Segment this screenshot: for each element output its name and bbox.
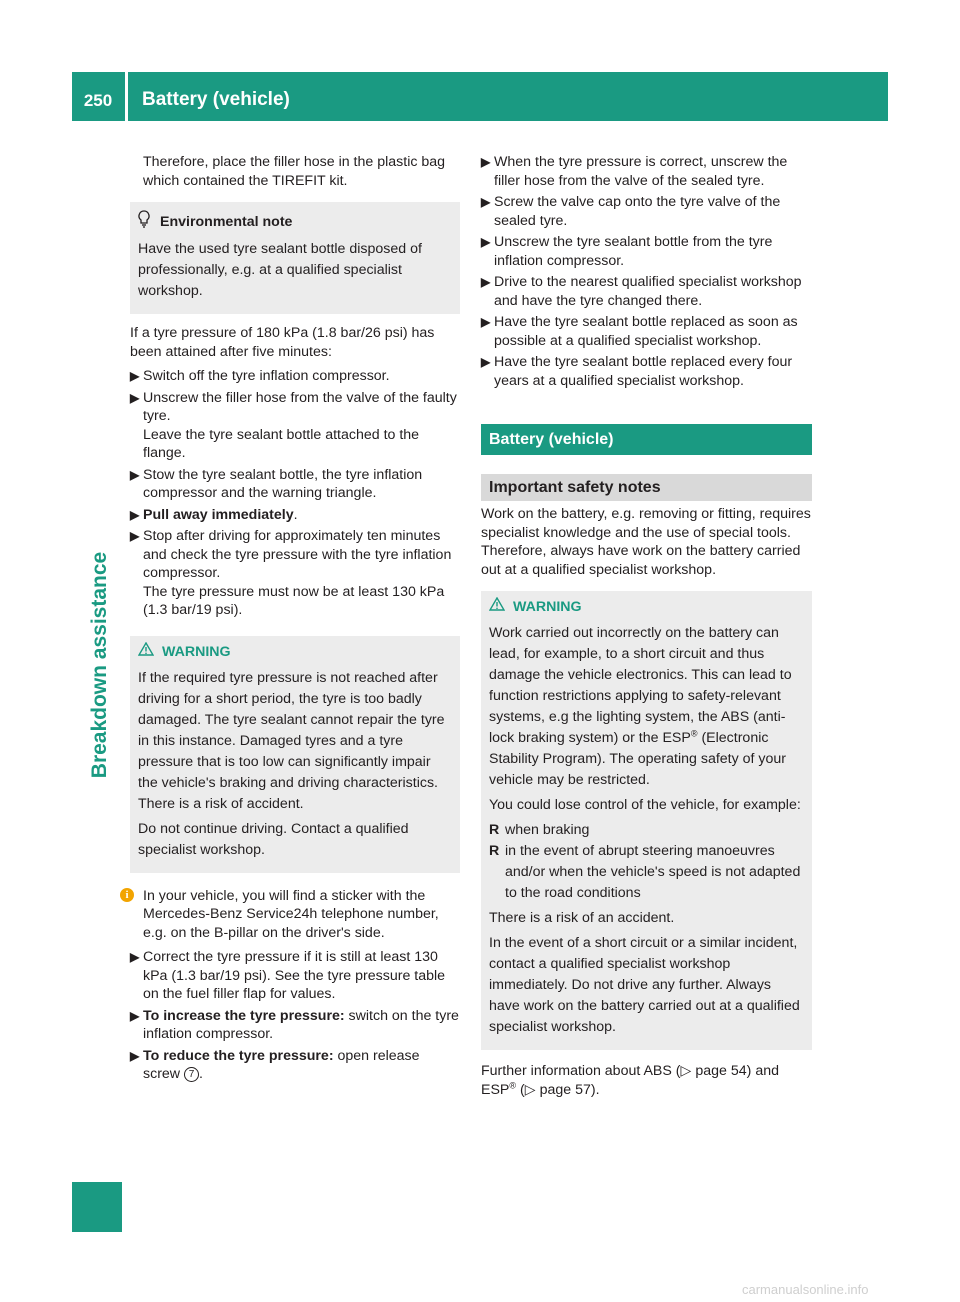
- step-arrow-icon: [481, 153, 490, 172]
- warning-triangle-icon: [489, 597, 505, 618]
- step-reduce-pressure: ▶ To reduce the tyre pressure: open release screw 7 .: [130, 1047, 460, 1084]
- header-divider: [125, 72, 128, 121]
- intro-continued: Therefore, place the filler hose in the plastic bag which contained the TIREFIT kit.: [143, 154, 446, 189]
- page-title: Battery (vehicle): [142, 89, 290, 110]
- warning-text-2: You could lose control of the vehicle, for example:: [489, 797, 801, 813]
- step-arrow-icon: [130, 1007, 139, 1026]
- step-arrow-icon: [130, 466, 139, 485]
- step-stop: ▶ Stop after driving for approximately ten minutes and check the tyre pressure with the tyre inflation compressor. The tyre pressure must now be at least 130 kPa (1.3 bar/19 psi).: [130, 527, 460, 620]
- page-ref-arrow-icon: ▷: [680, 1063, 692, 1079]
- further-info: Further information about ABS (▷ page 54) and ESP® (▷ page 57).: [481, 1063, 780, 1098]
- step-drive-to-workshop: ▶ Drive to the nearest qualified specialist workshop and have the tyre changed there.: [481, 273, 812, 310]
- step-arrow-icon: [130, 389, 139, 408]
- environmental-note: [130, 202, 460, 314]
- step-arrow-icon: [481, 353, 490, 372]
- page-number: 250: [83, 91, 113, 110]
- sidebar-label: Breakdown assistance: [88, 551, 111, 779]
- left-column: [125, 153, 460, 1087]
- bullet-item: R when braking: [489, 822, 590, 838]
- warning-box-left: [130, 636, 460, 873]
- step-arrow-icon: [130, 367, 139, 386]
- step-replace-bottle: ▶ Have the tyre sealant bottle replaced as soon as possible at a qualified specialist workshop.: [481, 313, 812, 350]
- page-ref-arrow-icon: ▷: [524, 1081, 536, 1098]
- step-correct-pressure: ▶ Correct the tyre pressure if it is still at least 130 kPa (1.3 bar/19 psi). See the tyre pressure table on the fuel filler flap for values.: [130, 948, 460, 1004]
- subsection-title: Important safety notes: [481, 474, 812, 501]
- step-screw-valve-cap: ▶ Screw the valve cap onto the tyre valve of the sealed tyre.: [481, 193, 812, 230]
- lightbulb-icon: [138, 210, 150, 235]
- warning-box-right: [481, 591, 812, 1050]
- step-unscrew-bottle: ▶ Unscrew the tyre sealant bottle from the tyre inflation compressor.: [481, 233, 812, 270]
- step-switch-off: ▶ Switch off the tyre inflation compressor.: [130, 367, 460, 386]
- step-arrow-icon: [130, 506, 139, 525]
- info-icon: i: [120, 888, 134, 902]
- step-arrow-icon: [481, 193, 490, 212]
- pressure-paragraph: If a tyre pressure of 180 kPa (1.8 bar/26 psi) has been attained after five minutes:: [130, 325, 435, 360]
- warning-text-2: Do not continue driving. Contact a qualified specialist workshop.: [138, 820, 409, 858]
- step-stow: ▶ Stow the tyre sealant bottle, the tyre inflation compressor and the warning triangle.: [130, 466, 460, 503]
- step-arrow-icon: [130, 948, 139, 967]
- step-increase-pressure: ▶ To increase the tyre pressure: switch on the tyre inflation compressor.: [130, 1007, 460, 1044]
- step-arrow-icon: [481, 273, 490, 292]
- step-pull-away: ▶ Pull away immediately.: [130, 506, 460, 525]
- info-note: i In your vehicle, you will find a sticker with the Mercedes-Benz Service24h telephone number, e.g. on the B-pillar on the driver's side.: [130, 887, 460, 943]
- step-arrow-icon: [481, 313, 490, 332]
- step-arrow-icon: [130, 1047, 139, 1066]
- warning-text-3: There is a risk of an accident.: [489, 910, 675, 926]
- environmental-note-text: Have the used tyre sealant bottle disposed of professionally, e.g. at a qualified specialist workshop.: [138, 241, 422, 299]
- warning-text-4: In the event of a short circuit or a similar incident, contact a qualified specialist workshop immediately. Do not drive any further. Always have work on the battery carried out at a qualified specialist workshop.: [489, 935, 800, 1035]
- safety-paragraph: Work on the battery, e.g. removing or fitting, requires specialist knowledge and the use of special tools. Therefore, always have work on the battery carried out at a qualified specialist workshop.: [481, 506, 811, 578]
- step-arrow-icon: [130, 527, 139, 546]
- bullet-item: R in the event of abrupt steering manoeuvres and/or when the vehicle's speed is not adapted to the road conditions: [489, 843, 801, 901]
- sidebar-tab: [72, 1182, 122, 1232]
- step-sub-note: Leave the tyre sealant bottle attached to the flange.: [143, 426, 420, 461]
- step-unscrew-hose: ▶ Unscrew the filler hose from the valve of the faulty tyre. Leave the tyre sealant bottle attached to the flange.: [130, 389, 460, 463]
- watermark: carmanualsonline.info: [742, 1282, 869, 1297]
- warning-title: WARNING: [162, 643, 231, 660]
- warning-text: If the required tyre pressure is not reached after driving for a short period, the tyre is too badly damaged. The tyre sealant cannot repair the tyre in this instance. Damaged tyres and a tyre pressure that is too low can significantly impair the vehicle's braking and driving characteristics. There is a risk of accident.: [138, 669, 445, 812]
- environmental-note-title: Environmental note: [160, 214, 293, 230]
- warning-text: Work carried out incorrectly on the battery can lead, for example, to a short circuit and thus damage the vehicle electronics. This can lead to function restrictions applying to safety-relevant systems, e.g the lighting system, the ABS (anti-lock braking system) or the ESP® (Electronic Stability Program). The operating safety of your vehicle may be restricted.: [489, 625, 792, 788]
- section-title: Battery (vehicle): [481, 424, 812, 455]
- step-sub-note: The tyre pressure must now be at least 130 kPa (1.3 bar/19 psi).: [143, 583, 445, 618]
- warning-triangle-icon: [138, 642, 154, 663]
- warning-title: WARNING: [513, 599, 582, 615]
- step-unscrew-when-correct: ▶ When the tyre pressure is correct, unscrew the filler hose from the valve of the sealed tyre.: [481, 153, 812, 190]
- step-arrow-icon: [481, 233, 490, 252]
- right-column: [481, 153, 812, 1099]
- step-replace-every-four-years: ▶ Have the tyre sealant bottle replaced every four years at a qualified specialist workshop.: [481, 353, 812, 390]
- callout-number: 7: [184, 1067, 199, 1082]
